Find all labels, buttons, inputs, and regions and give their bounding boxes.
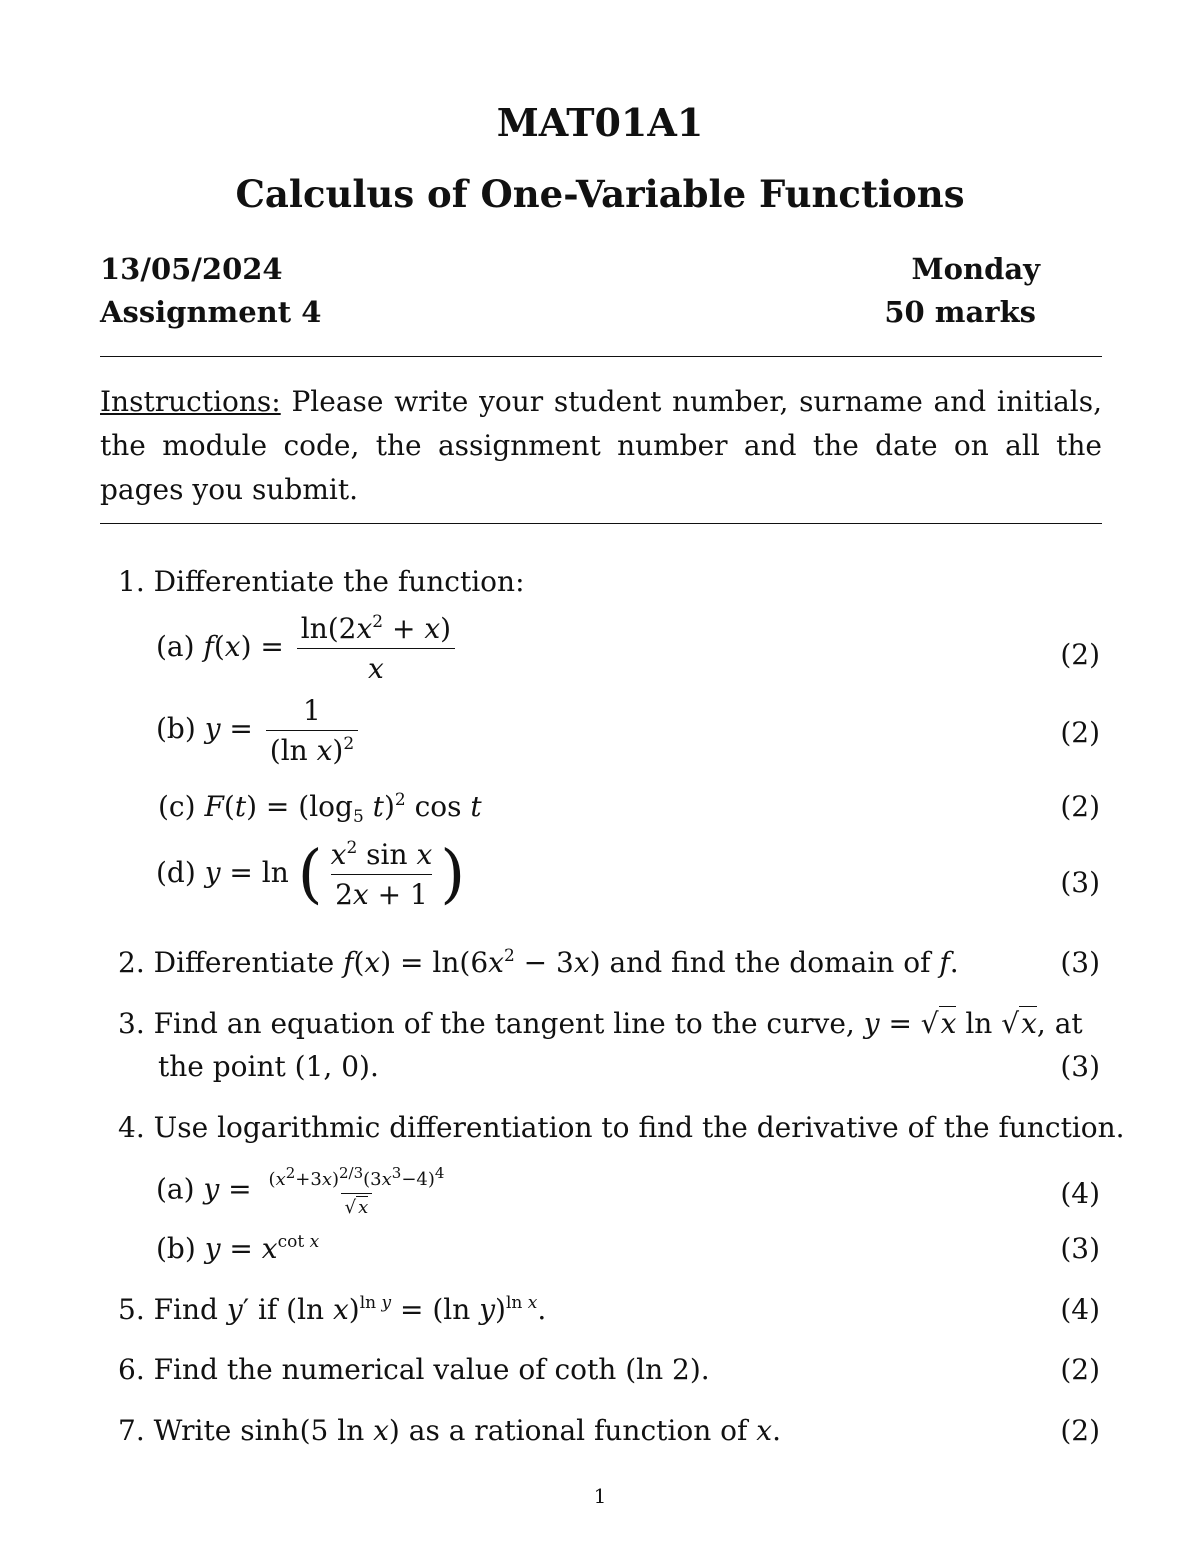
page-number: 1 — [593, 1484, 607, 1508]
question-4a: (a) y = $\frac{(x^2+3x)^{2/3}(3x^3-4)^4}{√ x}$ — [156, 1164, 452, 1218]
mark-4a: (4) — [1060, 1177, 1100, 1210]
question-number: 5. — [118, 1293, 145, 1326]
question-3: 3. Find an equation of the tangent line to the curve, y = √x ln √x, at — [118, 1007, 1083, 1040]
question-1d: (d) y = ln ( $\frac{x^2 \sin x}{2x + 1}$ ) — [156, 837, 466, 912]
mark-4b: (3) — [1060, 1232, 1100, 1265]
question-4b: (b) $y = x^{cot x}$ — [156, 1232, 320, 1265]
mark-5: (4) — [1060, 1293, 1100, 1326]
bottom-divider — [100, 523, 1102, 524]
assignment-number: Assignment 4 — [100, 295, 322, 329]
question-number: 1. — [118, 565, 145, 598]
part-label: (b) — [156, 712, 196, 745]
question-number: 3. — [118, 1007, 145, 1040]
question-1c: (c) $F(t) = (\log_5$ t)$^2$ cos t — [158, 790, 482, 827]
part-label: (b) — [156, 1232, 196, 1265]
question-number: 7. — [118, 1414, 145, 1447]
mark-1b: (2) — [1060, 716, 1100, 749]
question-1b: (b) y = $\frac{1}{(\ln x)^2}$ — [156, 694, 362, 767]
part-label: (a) — [156, 630, 195, 663]
instructions — [100, 380, 1102, 512]
question-number: 6. — [118, 1353, 145, 1386]
module-name: Calculus of One-Variable Functions — [235, 172, 965, 216]
part-label: (a) — [156, 1172, 195, 1206]
question-text: Differentiate the function: — [153, 565, 525, 598]
fraction: $\frac{1}{(\ln x)^2}$ — [266, 694, 358, 767]
total-marks: 50 marks — [884, 295, 1036, 329]
question-6 — [118, 1353, 710, 1386]
mark-3: (3) — [1060, 1050, 1100, 1083]
mark-7: (2) — [1060, 1414, 1100, 1447]
instructions-text: Please write your student number, surname and initials, the module code, the assignment number and the date on all the pages you submit. — [100, 385, 1102, 506]
fraction: $\frac{(x^2+3x)^{2/3}(3x^3-4)^4}{√ x}$ — [268, 1164, 445, 1218]
instructions-label: Instructions: — [100, 385, 281, 418]
mark-2: (3) — [1060, 946, 1100, 979]
question-3-line2: the point (1, 0). — [158, 1050, 379, 1083]
day: Monday — [911, 252, 1040, 286]
mark-1d: (3) — [1060, 866, 1100, 899]
mark-1c: (2) — [1060, 790, 1100, 823]
mark-6: (2) — [1060, 1353, 1100, 1386]
date: 13/05/2024 — [100, 252, 283, 286]
question-1 — [118, 565, 525, 598]
module-code: MAT01A1 — [496, 100, 704, 145]
question-number: 4. — [118, 1111, 145, 1144]
question-text: Find the numerical value of coth (ln 2). — [153, 1353, 710, 1386]
part-label: (d) — [156, 856, 196, 889]
mark-1a: (2) — [1060, 638, 1100, 671]
part-label: (c) — [158, 790, 196, 823]
question-text: Use logarithmic differentiation to find the derivative of the function. — [153, 1111, 1125, 1144]
question-2: 2. Differentiate $f(x) = \ln(6x^2 - 3x)$ and find the domain of f. — [118, 946, 959, 979]
question-7: 7. Write sinh(5 ln x) as a rational function of x. — [118, 1414, 781, 1447]
question-number: 2. — [118, 946, 145, 979]
fraction: $\frac{x^2 \sin x}{2x + 1}$ — [330, 838, 433, 911]
question-4 — [118, 1111, 1125, 1144]
top-divider — [100, 356, 1102, 357]
question-5: 5. Find y′ if (ln x)$^{ln y}$ = (ln y)$^{ln x}$. — [118, 1293, 547, 1326]
fraction: $\frac{\ln(2x^2 + x)}{x}$ — [297, 612, 455, 685]
question-1a: (a) f(x) = $\frac{\ln(2x^2 + x)}{x}$ — [156, 612, 459, 685]
